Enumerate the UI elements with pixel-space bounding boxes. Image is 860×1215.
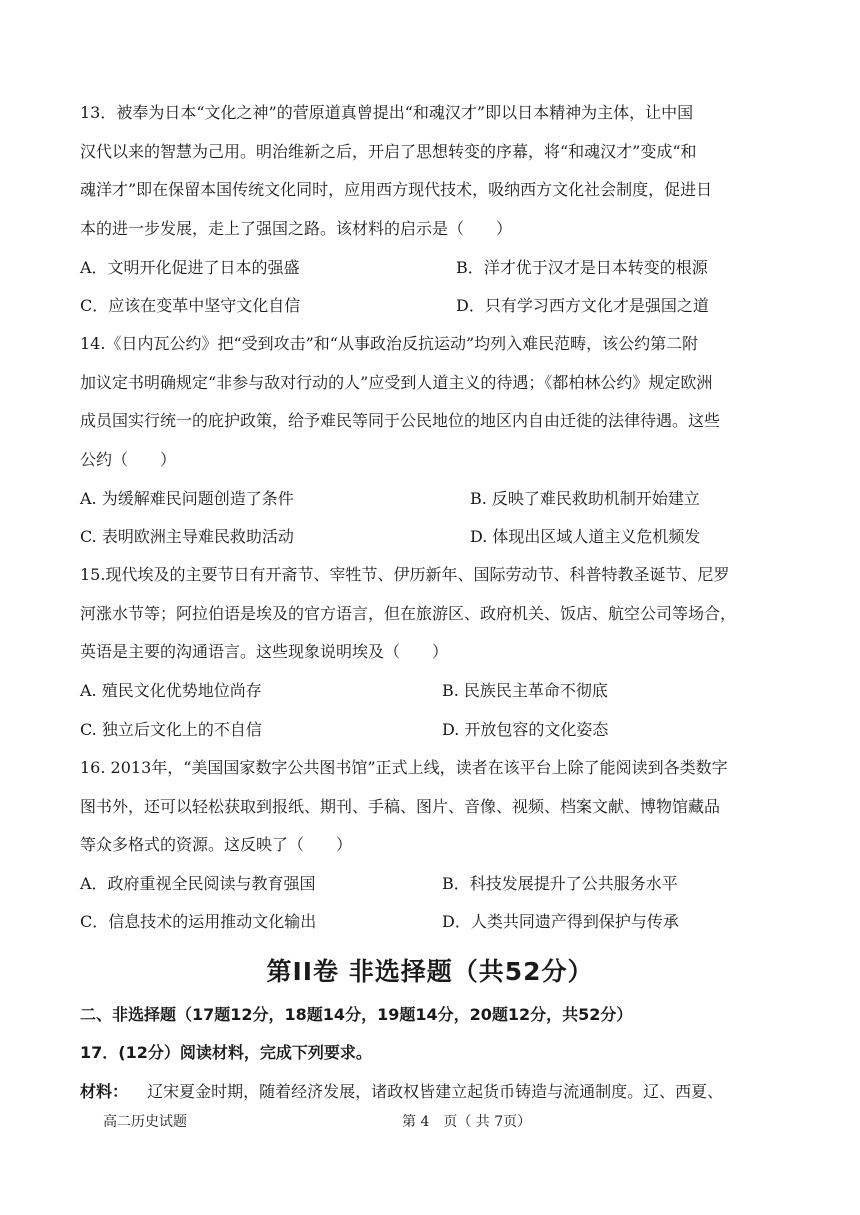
material-label: 材料： bbox=[80, 1082, 129, 1101]
section-title: 第II卷 非选择题（共52分） bbox=[266, 957, 594, 986]
option-c: C. 独立后文化上的不自信 bbox=[80, 720, 262, 739]
question-14-options-row-1 bbox=[80, 484, 786, 514]
question-line: 14.《日内瓦公约》把“受到攻击”和“从事政治反抗运动”均列入难民范畴，该公约第二附 bbox=[80, 334, 699, 353]
question-16-stem bbox=[80, 749, 786, 865]
material-text: 辽宋夏金时期，随着经济发展，诸政权皆建立起货币铸造与流通制度。辽、西夏、 bbox=[147, 1082, 724, 1101]
option-b: B．洋才优于汉才是日本转变的根源 bbox=[456, 258, 708, 277]
question-line: 汉代以来的智慧为己用。明治维新之后，开启了思想转变的序幕，将“和魂汉才”变成“和 bbox=[80, 141, 697, 161]
option-b: B. 民族民主革命不彻底 bbox=[442, 681, 608, 700]
option-a: A．文明开化促进了日本的强盛 bbox=[80, 258, 300, 277]
option-c: C．信息技术的运用推动文化输出 bbox=[80, 912, 317, 931]
option-d: D．人类共同遗产得到保护与传承 bbox=[442, 912, 679, 931]
question-line: 公约（ ） bbox=[80, 449, 177, 469]
footer-page-number: 第 4 页（ 共 7页） bbox=[402, 1114, 532, 1130]
question-13-options-row-2 bbox=[80, 291, 786, 321]
question-line: 15.现代埃及的主要节日有开斋节、宰牲节、伊历新年、国际劳动节、科普特教圣诞节、尼罗 bbox=[80, 565, 730, 584]
option-a: A. 殖民文化优势地位尚存 bbox=[80, 681, 262, 700]
option-b: B．科技发展提升了公共服务水平 bbox=[442, 874, 678, 893]
option-c: C. 表明欧洲主导难民救助活动 bbox=[80, 527, 294, 546]
question-line: 等众多格式的资源。这反映了（ ） bbox=[80, 835, 353, 854]
question-17-heading: 17．(12分）阅读材料，完成下列要求。 bbox=[80, 1043, 372, 1062]
option-a: A．政府重视全民阅读与教育强国 bbox=[80, 874, 316, 893]
question-15-stem bbox=[80, 556, 786, 672]
question-line: 加议定书明确规定“非参与敌对行动的人”应受到人道主义的待遇；《都柏林公约》规定欧洲 bbox=[80, 372, 713, 392]
option-d: D. 体现出区域人道主义危机频发 bbox=[470, 527, 701, 546]
footer-subject: 高二历史试题 bbox=[103, 1114, 187, 1130]
question-15-options-row-1 bbox=[80, 676, 786, 706]
question-line: 魂洋才”即在保留本国传统文化同时，应用西方现代技术，吸纳西方文化社会制度，促进日 bbox=[80, 180, 713, 199]
question-14-options-row-2 bbox=[80, 522, 786, 552]
question-line: 13．被奉为日本“文化之神”的菅原道真曾提出“和魂汉才”即以日本精神为主体，让中国 bbox=[80, 103, 694, 122]
question-line: 英语是主要的沟通语言。这些现象说明埃及（ ） bbox=[80, 642, 449, 661]
question-16-options-row-2 bbox=[80, 907, 786, 937]
question-line: 图书外，还可以轻松获取到报纸、期刊、手稿、图片、音像、视频、档案文献、博物馆藏品 bbox=[80, 796, 721, 816]
question-line: 本的进一步发展，走上了强国之路。该材料的启示是（ ） bbox=[80, 218, 513, 238]
question-line: 16. 2013年，“美国国家数字公共图书馆”正式上线，读者在该平台上除了能阅读到各类数字 bbox=[80, 758, 728, 777]
question-13-stem bbox=[80, 94, 786, 248]
question-line: 成员国实行统一的庇护政策，给予难民等同于公民地位的地区内自由迁徙的法律待遇。这些 bbox=[80, 411, 721, 430]
question-16-options-row-1 bbox=[80, 869, 786, 899]
option-d: D．只有学习西方文化才是强国之道 bbox=[456, 296, 709, 315]
material-line bbox=[80, 1077, 786, 1107]
option-d: D. 开放包容的文化姿态 bbox=[442, 720, 609, 739]
option-b: B. 反映了难民救助机制开始建立 bbox=[470, 489, 700, 508]
option-a: A. 为缓解难民问题创造了条件 bbox=[80, 489, 294, 508]
question-14-stem bbox=[80, 325, 786, 479]
question-line: 河涨水节等；阿拉伯语是埃及的官方语言，但在旅游区、政府机关、饭店、航空公司等场合， bbox=[80, 603, 737, 623]
option-c: C．应该在变革中坚守文化自信 bbox=[80, 296, 301, 315]
question-13-options-row-1 bbox=[80, 253, 786, 283]
section-heading: 二、非选择题（17题12分，18题14分，19题14分，20题12分，共52分） bbox=[80, 1005, 633, 1024]
question-15-options-row-2 bbox=[80, 715, 786, 745]
